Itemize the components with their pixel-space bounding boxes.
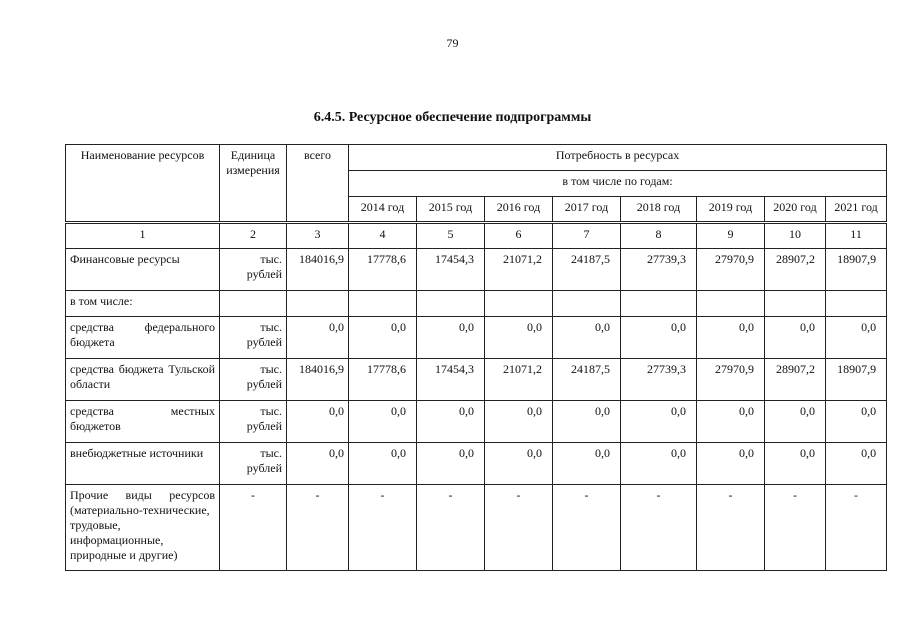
cell-year-value: 17778,6 (349, 359, 417, 401)
column-number: 10 (765, 223, 826, 249)
cell-year-value: 28907,2 (765, 359, 826, 401)
cell-year-value: - (417, 485, 485, 571)
row-unit: тыс. рублей (220, 443, 287, 485)
header-need: Потребность в ресурсах (349, 145, 887, 171)
row-name: внебюджетные источники (66, 443, 220, 485)
resource-table (65, 144, 887, 571)
year-header: 2019 год (697, 197, 765, 223)
table-row (66, 485, 887, 571)
cell-year-value (417, 291, 485, 317)
header-total: всего (287, 145, 349, 223)
cell-total: 184016,9 (287, 249, 349, 291)
row-unit: тыс. рублей (220, 401, 287, 443)
header-name: Наименование ресурсов (66, 145, 220, 223)
cell-year-value: - (765, 485, 826, 571)
cell-year-value: 0,0 (417, 317, 485, 359)
header-unit: Единица измерения (220, 145, 287, 223)
year-header: 2016 год (485, 197, 553, 223)
cell-year-value: 0,0 (826, 317, 887, 359)
row-name: средства бюджета Тульской области (66, 359, 220, 401)
cell-year-value: 0,0 (417, 401, 485, 443)
column-number: 1 (66, 223, 220, 249)
cell-year-value: 0,0 (697, 401, 765, 443)
cell-year-value: 21071,2 (485, 359, 553, 401)
cell-year-value: - (553, 485, 621, 571)
cell-total: 0,0 (287, 443, 349, 485)
cell-year-value: 24187,5 (553, 359, 621, 401)
cell-year-value (485, 291, 553, 317)
row-name: средства местных бюджетов (66, 401, 220, 443)
numbering-row (66, 223, 887, 249)
cell-year-value: 0,0 (765, 401, 826, 443)
column-number: 11 (826, 223, 887, 249)
cell-total: 0,0 (287, 401, 349, 443)
column-number: 8 (621, 223, 697, 249)
row-name: Финансовые ресурсы (66, 249, 220, 291)
cell-year-value: 28907,2 (765, 249, 826, 291)
header-row (66, 145, 887, 171)
cell-year-value (697, 291, 765, 317)
cell-year-value: 0,0 (485, 317, 553, 359)
table-row (66, 249, 887, 291)
cell-year-value (553, 291, 621, 317)
cell-year-value: 21071,2 (485, 249, 553, 291)
row-name: средства федерального бюджета (66, 317, 220, 359)
cell-year-value: 0,0 (765, 443, 826, 485)
cell-year-value: 0,0 (553, 317, 621, 359)
row-unit: тыс. рублей (220, 249, 287, 291)
year-header: 2018 год (621, 197, 697, 223)
cell-year-value: - (826, 485, 887, 571)
cell-year-value: - (485, 485, 553, 571)
column-number: 6 (485, 223, 553, 249)
cell-year-value: - (621, 485, 697, 571)
column-number: 9 (697, 223, 765, 249)
year-header: 2017 год (553, 197, 621, 223)
cell-year-value: 27970,9 (697, 359, 765, 401)
column-number: 5 (417, 223, 485, 249)
row-unit: тыс. рублей (220, 359, 287, 401)
cell-year-value: 0,0 (349, 443, 417, 485)
cell-year-value: 17454,3 (417, 249, 485, 291)
page-number: 79 (446, 36, 459, 50)
cell-year-value: 0,0 (621, 401, 697, 443)
cell-year-value: 0,0 (826, 401, 887, 443)
cell-year-value (621, 291, 697, 317)
cell-year-value: 0,0 (621, 443, 697, 485)
table-row (66, 359, 887, 401)
cell-total: 184016,9 (287, 359, 349, 401)
column-number: 2 (220, 223, 287, 249)
year-header: 2021 год (826, 197, 887, 223)
row-unit: тыс. рублей (220, 317, 287, 359)
table-row (66, 401, 887, 443)
year-header: 2020 год (765, 197, 826, 223)
column-number: 4 (349, 223, 417, 249)
cell-year-value: - (349, 485, 417, 571)
cell-year-value: - (697, 485, 765, 571)
cell-year-value: 18907,9 (826, 249, 887, 291)
cell-year-value: 0,0 (765, 317, 826, 359)
cell-year-value: 17778,6 (349, 249, 417, 291)
cell-year-value: 27739,3 (621, 249, 697, 291)
cell-year-value: 0,0 (349, 317, 417, 359)
cell-total: - (287, 485, 349, 571)
cell-year-value: 27739,3 (621, 359, 697, 401)
cell-year-value (349, 291, 417, 317)
cell-year-value: 0,0 (417, 443, 485, 485)
cell-year-value: 24187,5 (553, 249, 621, 291)
cell-year-value: 0,0 (485, 401, 553, 443)
table-row (66, 317, 887, 359)
table-row (66, 443, 887, 485)
cell-total: 0,0 (287, 317, 349, 359)
cell-year-value (826, 291, 887, 317)
cell-year-value: 0,0 (485, 443, 553, 485)
header-by-years: в том числе по годам: (349, 171, 887, 197)
cell-year-value: 0,0 (553, 443, 621, 485)
cell-year-value: 0,0 (553, 401, 621, 443)
row-name: в том числе: (66, 291, 220, 317)
column-number: 7 (553, 223, 621, 249)
year-header: 2015 год (417, 197, 485, 223)
cell-year-value: 0,0 (349, 401, 417, 443)
cell-total (287, 291, 349, 317)
cell-year-value: 0,0 (697, 317, 765, 359)
table-row (66, 291, 887, 317)
cell-year-value: 18907,9 (826, 359, 887, 401)
cell-year-value: 17454,3 (417, 359, 485, 401)
row-unit (220, 291, 287, 317)
cell-year-value: 0,0 (826, 443, 887, 485)
cell-year-value: 27970,9 (697, 249, 765, 291)
cell-year-value: 0,0 (697, 443, 765, 485)
row-unit: - (220, 485, 287, 571)
cell-year-value: 0,0 (621, 317, 697, 359)
year-header: 2014 год (349, 197, 417, 223)
cell-year-value (765, 291, 826, 317)
section-title: 6.4.5. Ресурсное обеспечение подпрограммы (313, 110, 592, 125)
row-name: Прочие виды ресурсов (материально-технические, трудовые, информационные, природные и другие) (66, 485, 220, 571)
column-number: 3 (287, 223, 349, 249)
